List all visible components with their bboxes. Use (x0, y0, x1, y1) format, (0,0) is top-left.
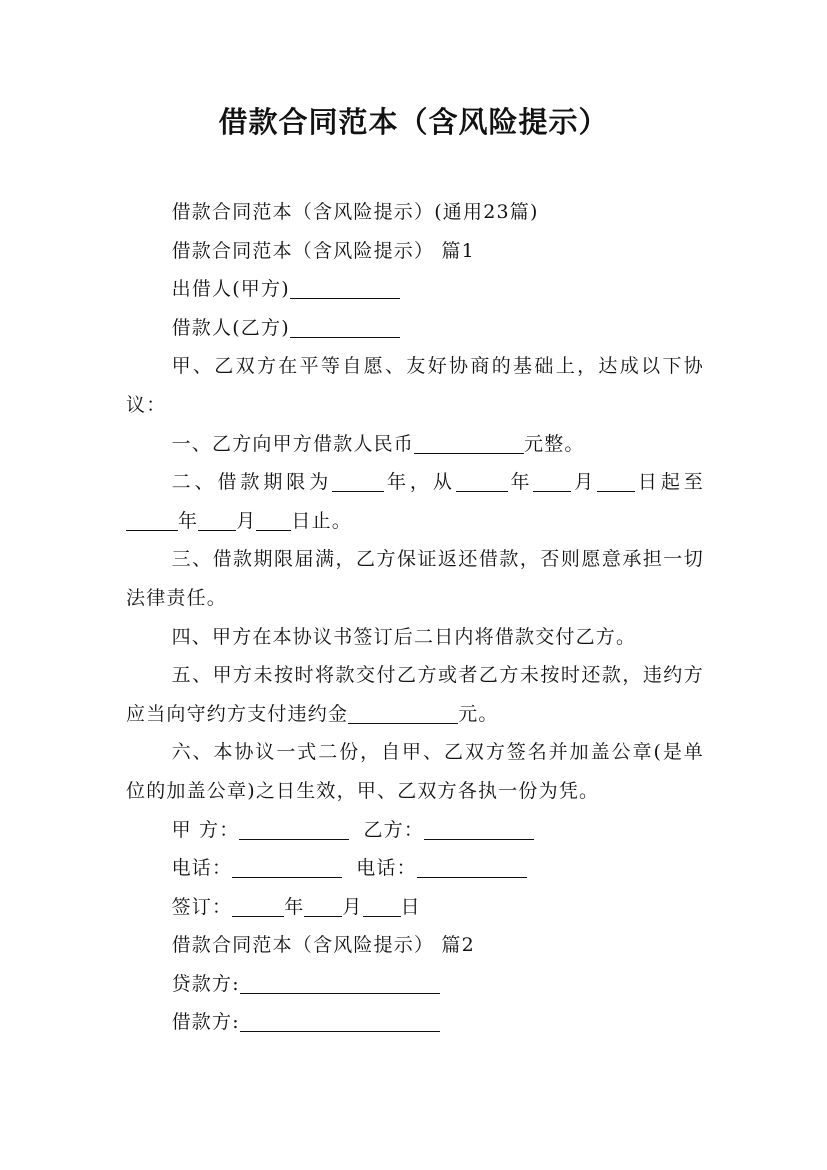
sign-day: 日 (400, 895, 421, 918)
phone-b-blank (417, 858, 527, 878)
sign-month-blank (304, 897, 342, 917)
section-1-heading: 借款合同范本（含风险提示） 篇1 (171, 239, 475, 262)
penalty-blank (348, 704, 458, 724)
start-day-blank (597, 472, 635, 492)
clause-5 (126, 656, 704, 733)
clause-4: 四、甲方在本协议书签订后二日内将借款交付乙方。 (171, 625, 637, 648)
document-title: 借款合同范本（含风险提示） (218, 105, 609, 139)
clause-2-text: 二、借款期限为 (171, 471, 333, 494)
borrow-party-label: 借款方: (171, 1011, 240, 1034)
clause-1 (126, 425, 704, 464)
phone-a-label: 电话： (171, 857, 233, 880)
sign-year: 年 (284, 895, 305, 918)
clause-5-suffix: 元。 (458, 702, 499, 725)
section-2-heading: 借款合同范本（含风险提示） 篇2 (171, 934, 475, 957)
clause-2-month: 月 (571, 471, 598, 494)
phones-line (126, 849, 704, 888)
party-a-label: 甲 方： (171, 818, 240, 841)
term-years-blank (332, 472, 384, 492)
clause-5-text: 五、甲方未按时将款交付乙方或者乙方未按时还款，违约方应当向守约方支付违约金 (126, 664, 704, 725)
clause-2-day-to: 日起至 (635, 471, 704, 494)
start-month-blank (533, 472, 571, 492)
clause-1-suffix: 元整。 (524, 432, 585, 455)
start-year-blank (456, 472, 508, 492)
signing-date-line (126, 888, 704, 927)
end-day-blank (256, 511, 291, 531)
document-subtitle: 借款合同范本（含风险提示）(通用23篇) (171, 201, 539, 223)
document-body (126, 193, 704, 1042)
lender-blank (290, 279, 400, 299)
lender-label: 出借人(甲方) (171, 278, 290, 301)
borrow-party-line (126, 1003, 704, 1042)
parties-line (126, 811, 704, 850)
loan-party-blank (240, 974, 440, 994)
amount-blank (414, 434, 524, 454)
clause-2-end: 日止。 (291, 509, 353, 532)
borrow-party-blank (240, 1012, 440, 1032)
borrower-blank (290, 318, 400, 338)
borrower-line (126, 309, 704, 348)
sign-year-blank (232, 897, 284, 917)
end-year-blank (126, 511, 178, 531)
sign-day-blank (363, 897, 401, 917)
loan-party-line (126, 965, 704, 1004)
end-month-blank (198, 511, 236, 531)
party-b-label: 乙方： (363, 818, 425, 841)
clause-1-text: 一、乙方向甲方借款人民币 (171, 432, 414, 455)
clause-2-from: 年，从 (384, 471, 456, 494)
clause-2-end-month: 月 (236, 509, 257, 532)
party-b-blank (424, 820, 534, 840)
lender-line (126, 270, 704, 309)
party-a-blank (239, 820, 349, 840)
loan-party-label: 贷款方: (171, 972, 240, 995)
phone-b-label: 电话： (356, 857, 417, 880)
phone-a-blank (232, 858, 342, 878)
clause-2-year: 年 (507, 471, 534, 494)
sign-label: 签订： (171, 895, 233, 918)
clause-2 (126, 463, 704, 540)
clause-3: 三、借款期限届满，乙方保证返还借款，否则愿意承担一切法律责任。 (126, 548, 704, 609)
clause-6: 六、本协议一式二份，自甲、乙双方签名并加盖公章(是单位的加盖公章)之日生效，甲、乙双方各执一份为凭。 (126, 741, 704, 802)
sign-month: 月 (342, 895, 363, 918)
clause-2-end-year: 年 (178, 509, 199, 532)
borrower-label: 借款人(乙方) (171, 316, 290, 339)
intro-paragraph: 甲、乙双方在平等自愿、友好协商的基础上，达成以下协议： (126, 355, 704, 416)
